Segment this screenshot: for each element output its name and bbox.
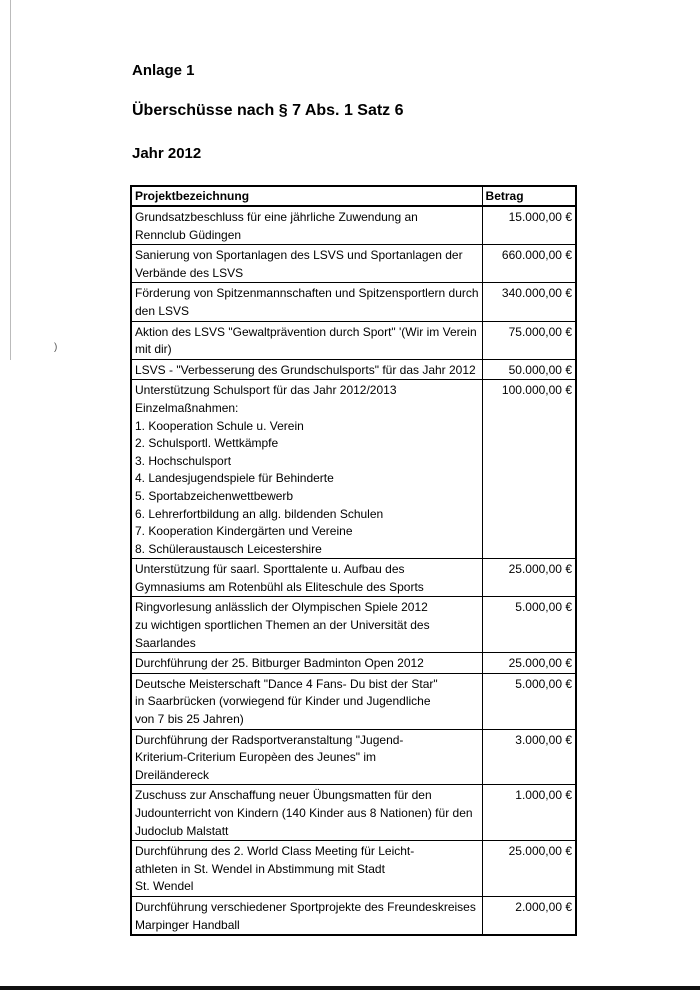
project-description	[131, 729, 482, 785]
table-row	[131, 841, 576, 897]
project-amount: 660.000,00 €	[482, 245, 576, 283]
project-description	[131, 206, 482, 245]
description-line: von 7 bis 25 Jahren)	[135, 712, 244, 727]
description-line: 7. Kooperation Kindergärten und Vereine	[135, 524, 353, 539]
description-line: 3. Hochschulsport	[135, 453, 232, 468]
description-line: Durchführung der Radsportveranstaltung "Jugend-	[135, 732, 404, 747]
description-line: 8. Schüleraustausch Leicestershire	[135, 541, 322, 556]
project-description	[131, 785, 482, 841]
project-amount: 15.000,00 €	[482, 206, 576, 245]
project-description	[131, 559, 482, 597]
description-line: Grundsatzbeschluss für eine jährliche Zuwendung an	[135, 210, 418, 224]
table-row	[131, 896, 576, 935]
description-line: den LSVS	[135, 303, 190, 318]
project-amount: 1.000,00 €	[482, 785, 576, 841]
description-line: Marpinger Handball	[135, 917, 240, 932]
description-line: Judoclub Malstatt	[135, 823, 229, 838]
scan-edge-line	[10, 0, 11, 360]
table-body	[131, 206, 576, 935]
project-amount: 75.000,00 €	[482, 321, 576, 359]
project-description	[131, 653, 482, 674]
table-row	[131, 673, 576, 729]
margin-mark: )	[54, 342, 58, 353]
project-amount: 25.000,00 €	[482, 653, 576, 674]
table-row	[131, 559, 576, 597]
description-line: 1. Kooperation Schule u. Verein	[135, 418, 304, 433]
description-line: Sanierung von Sportanlagen des LSVS und Sportanlagen der	[135, 248, 463, 263]
description-line: Unterstützung Schulsport für das Jahr 2012/2013	[135, 383, 397, 398]
table-row	[131, 380, 576, 559]
description-line: Ringvorlesung anlässlich der Olympischen Spiele 2012	[135, 600, 428, 615]
table-row	[131, 653, 576, 674]
description-line: Judounterricht von Kindern (140 Kinder aus 8 Nationen) für den	[135, 806, 473, 820]
description-line: Unterstützung für saarl. Sporttalente u. Aufbau des	[135, 562, 405, 577]
description-line: Durchführung verschiedener Sportprojekte des Freundeskreises	[135, 899, 476, 914]
description-line: Rennclub Güdingen	[135, 227, 242, 242]
table-row	[131, 283, 576, 321]
project-description	[131, 321, 482, 359]
project-amount: 5.000,00 €	[482, 597, 576, 653]
annex-title: Anlage 1	[132, 62, 195, 79]
description-line: Aktion des LSVS "Gewaltprävention durch Sport" '(Wir im Verein	[135, 324, 477, 339]
description-line: Förderung von Spitzenmannschaften und Spitzensportlern durch	[135, 286, 479, 301]
table-row	[131, 245, 576, 283]
project-description	[131, 597, 482, 653]
project-amount: 25.000,00 €	[482, 559, 576, 597]
project-description	[131, 245, 482, 283]
table-row	[131, 321, 576, 359]
description-line: 6. Lehrerfortbildung an allg. bildenden Schulen	[135, 506, 384, 521]
description-line: Deutsche Meisterschaft "Dance 4 Fans- Du bist der Star"	[135, 676, 438, 691]
description-line: Kriterium-Criterium Europèen des Jeunes" im	[135, 750, 377, 765]
description-line: mit dir)	[135, 342, 172, 357]
project-table	[130, 185, 577, 936]
project-description	[131, 380, 482, 559]
description-line: Verbände des LSVS	[135, 265, 244, 280]
project-amount: 2.000,00 €	[482, 896, 576, 935]
document-subtitle: Überschüsse nach § 7 Abs. 1 Satz 6	[132, 102, 404, 119]
table-row	[131, 729, 576, 785]
description-line: St. Wendel	[135, 879, 194, 894]
project-amount: 50.000,00 €	[482, 359, 576, 380]
description-line: Dreiländereck	[135, 767, 210, 782]
table-row	[131, 206, 576, 245]
project-description	[131, 841, 482, 897]
description-line: Einzelmaßnahmen:	[135, 400, 239, 415]
table-row	[131, 597, 576, 653]
project-description	[131, 896, 482, 935]
column-header-project: Projektbezeichnung	[131, 186, 482, 206]
description-line: zu wichtigen sportlichen Themen an der Universität des	[135, 618, 430, 633]
description-line: athleten in St. Wendel in Abstimmung mit Stadt	[135, 861, 385, 876]
project-amount: 340.000,00 €	[482, 283, 576, 321]
description-line: 4. Landesjugendspiele für Behinderte	[135, 471, 334, 486]
project-description	[131, 283, 482, 321]
project-amount: 3.000,00 €	[482, 729, 576, 785]
description-line: in Saarbrücken (vorwiegend für Kinder und Jugendliche	[135, 694, 431, 709]
description-line: Durchführung der 25. Bitburger Badminton Open 2012	[135, 656, 424, 671]
project-amount: 25.000,00 €	[482, 841, 576, 897]
project-amount: 100.000,00 €	[482, 380, 576, 559]
description-line: 5. Sportabzeichenwettbewerb	[135, 488, 294, 503]
table-header-row	[131, 186, 576, 206]
description-line: Durchführung des 2. World Class Meeting für Leicht-	[135, 844, 415, 859]
description-line: Saarlandes	[135, 635, 196, 650]
project-description	[131, 673, 482, 729]
table-row	[131, 359, 576, 380]
description-line: Zuschuss zur Anschaffung neuer Übungsmatten für den	[135, 788, 432, 803]
page-bottom-edge	[0, 986, 700, 990]
table-row	[131, 785, 576, 841]
description-line: 2. Schulsportl. Wettkämpfe	[135, 436, 279, 451]
year-heading: Jahr 2012	[132, 145, 202, 162]
column-header-amount: Betrag	[482, 186, 576, 206]
project-amount: 5.000,00 €	[482, 673, 576, 729]
project-description	[131, 359, 482, 380]
description-line: LSVS - "Verbesserung des Grundschulsports" für das Jahr 2012	[135, 362, 476, 377]
description-line: Gymnasiums am Rotenbühl als Eliteschule des Sports	[135, 579, 424, 594]
